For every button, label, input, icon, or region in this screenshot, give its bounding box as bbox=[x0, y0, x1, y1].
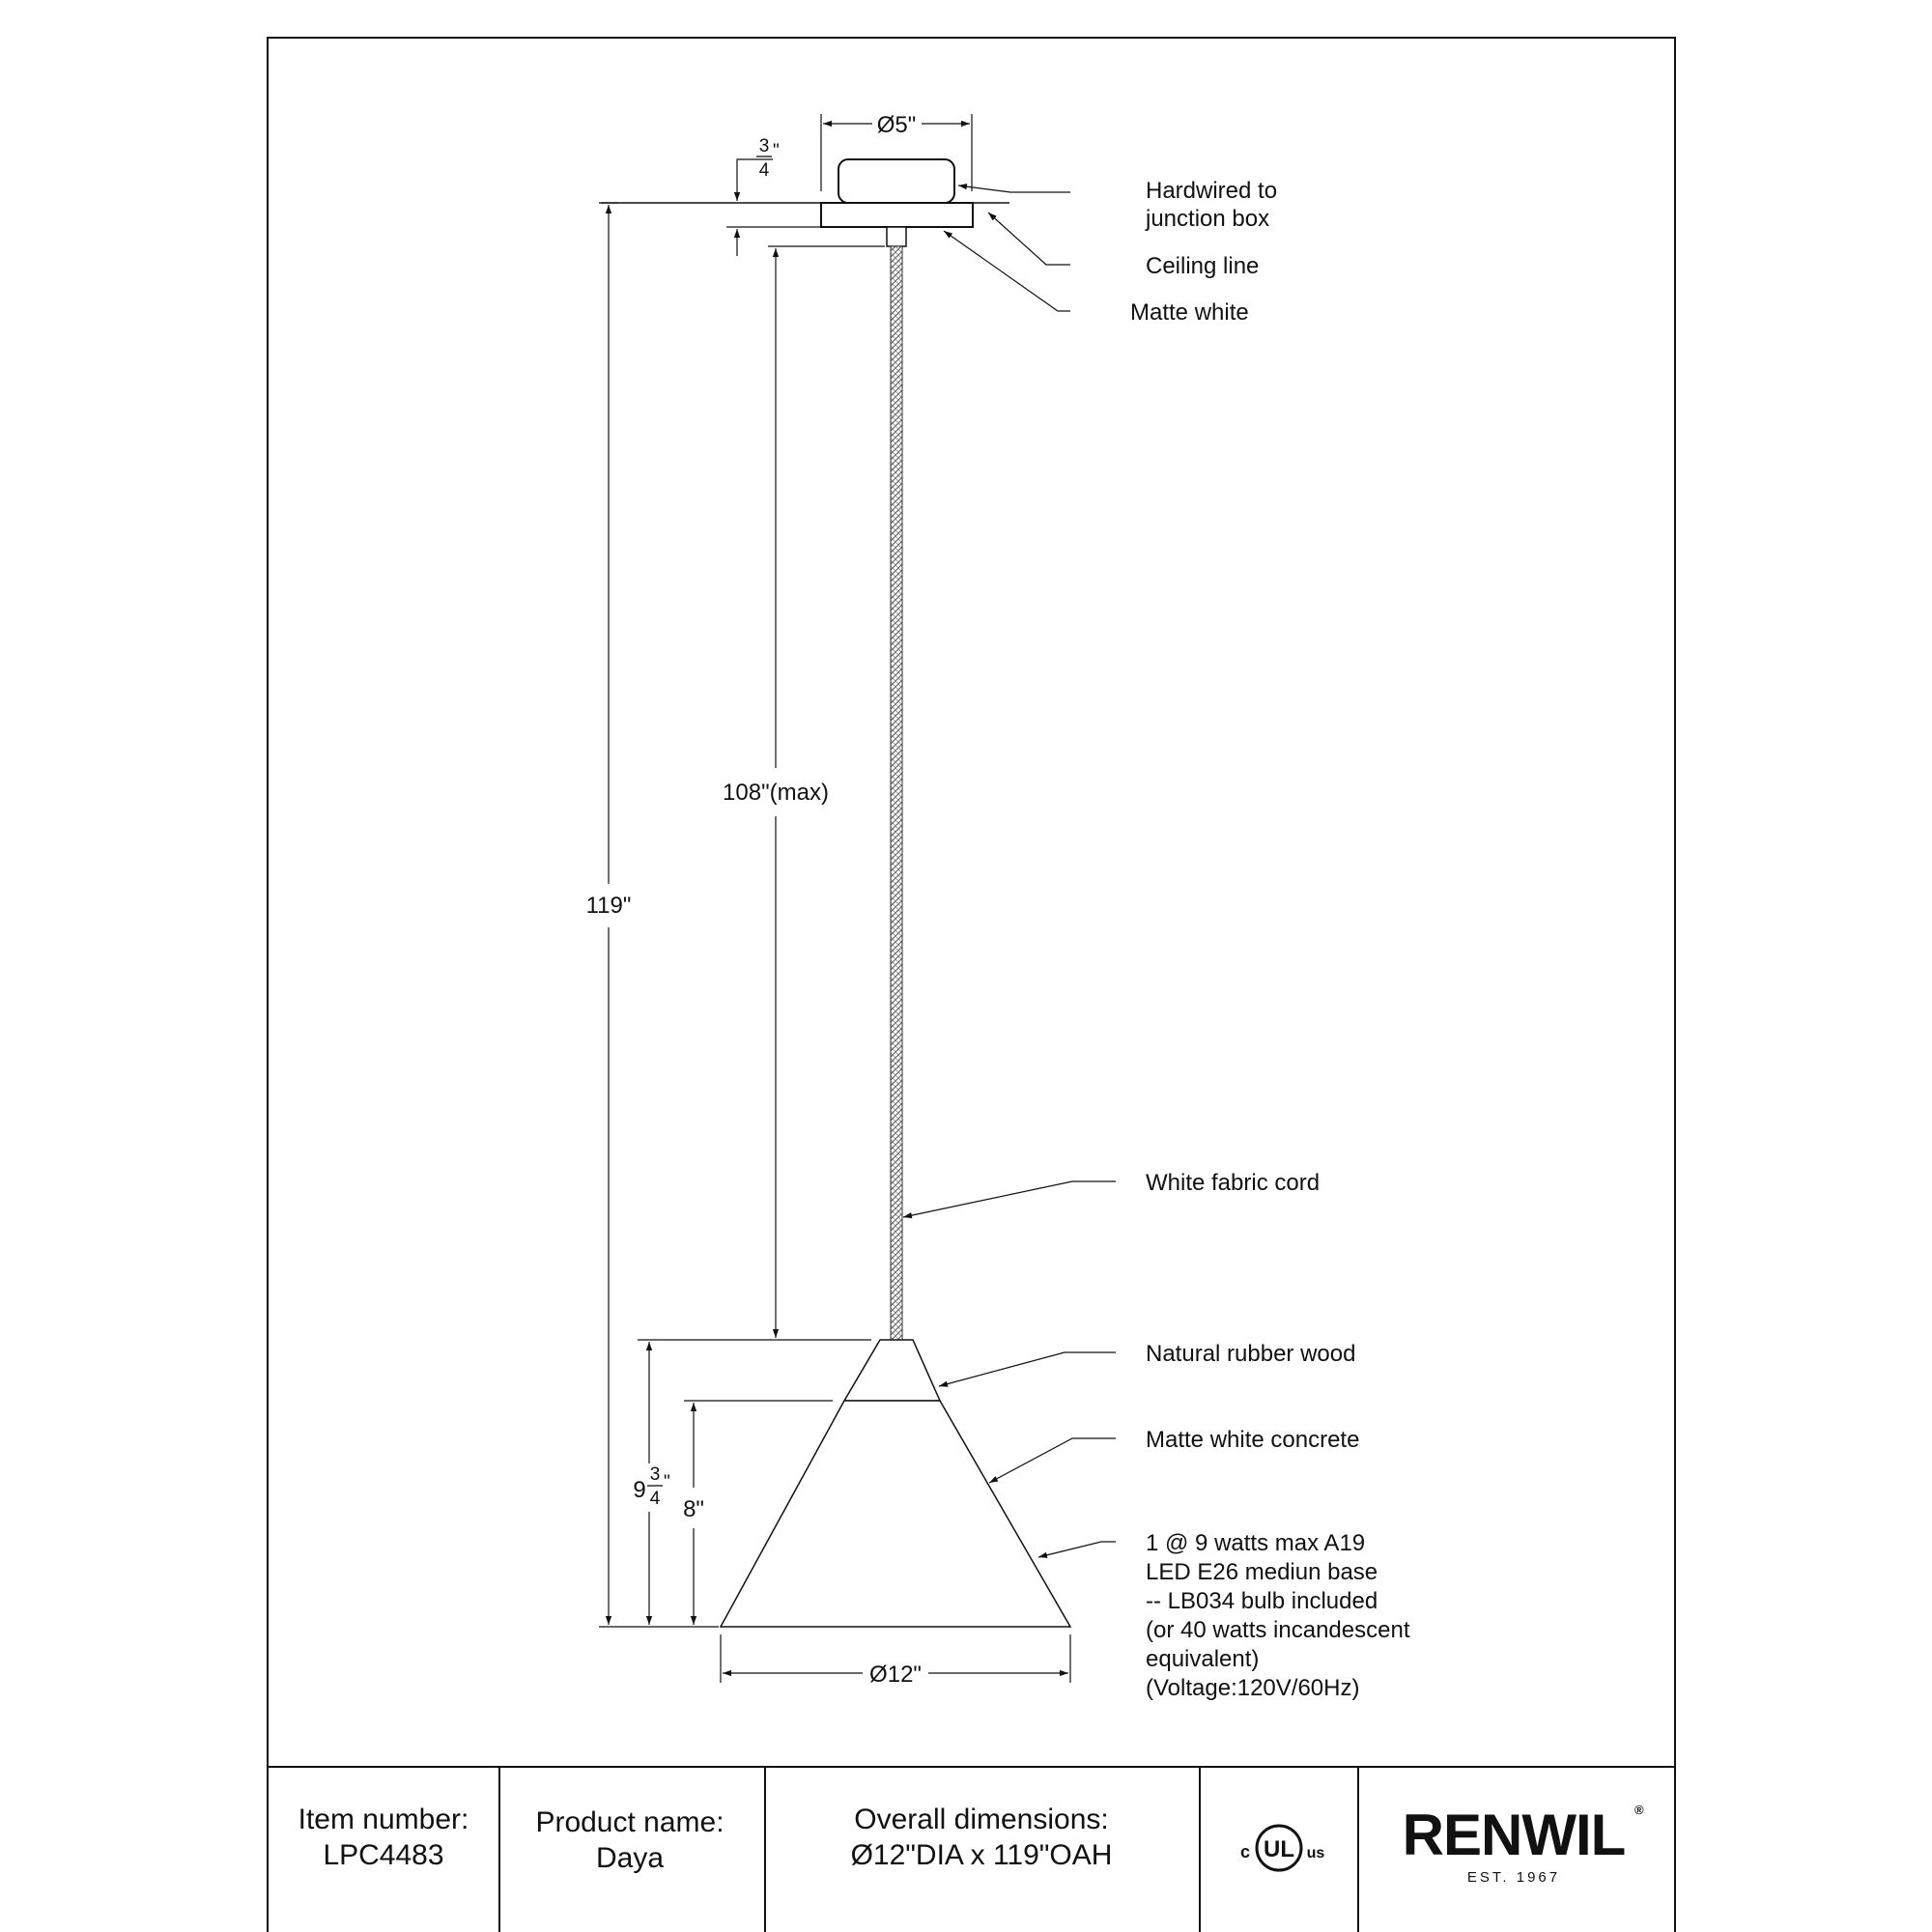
overall-dimensions-value: Ø12"DIA x 119"OAH bbox=[850, 1839, 1113, 1871]
dim-shade-unit: " bbox=[664, 1472, 670, 1492]
callout-bulb-2: LED E26 mediun base bbox=[1146, 1559, 1378, 1585]
fixture-drawing bbox=[601, 159, 1070, 1627]
junction-box bbox=[838, 159, 954, 203]
overall-dimensions-label: Overall dimensions: bbox=[854, 1804, 1109, 1835]
dim-concrete-height: 8" bbox=[683, 1496, 704, 1522]
sheet-border bbox=[268, 38, 1675, 1932]
dim-overall-height: 119" bbox=[585, 893, 632, 919]
dim-canopy-unit: " bbox=[773, 141, 780, 161]
callout-bulb-3: -- LB034 bulb included bbox=[1146, 1588, 1378, 1614]
dim-cord-length: 108"(max) bbox=[723, 780, 829, 806]
callout-cord: White fabric cord bbox=[1146, 1170, 1321, 1196]
svg-text:®: ® bbox=[1634, 1803, 1644, 1817]
callout-bulb-6: (Voltage:120V/60Hz) bbox=[1146, 1675, 1360, 1701]
dim-shade-diameter: Ø12" bbox=[869, 1662, 922, 1688]
svg-text:UL: UL bbox=[1264, 1836, 1294, 1862]
dim-canopy-frac-num: 3 bbox=[758, 136, 770, 156]
product-name-value: Daya bbox=[595, 1842, 665, 1874]
callout-bulb-1: 1 @ 9 watts max A19 bbox=[1146, 1530, 1366, 1556]
callout-concrete: Matte white concrete bbox=[1146, 1427, 1360, 1453]
wood-cap bbox=[844, 1340, 940, 1401]
svg-text:c: c bbox=[1239, 1842, 1251, 1861]
dim-shade-frac-den: 4 bbox=[649, 1489, 661, 1509]
svg-text:RENWIL: RENWIL bbox=[1402, 1803, 1626, 1867]
callout-ceiling-line: Ceiling line bbox=[1146, 253, 1260, 279]
callout-canopy-finish: Matte white bbox=[1130, 299, 1249, 326]
item-number-label: Item number: bbox=[298, 1804, 469, 1835]
callout-bulb-4: (or 40 watts incandescent bbox=[1146, 1617, 1410, 1643]
ul-certification-mark bbox=[1240, 1826, 1324, 1870]
callout-hardwired-1: Hardwired to bbox=[1146, 178, 1278, 204]
dim-shade-height-whole: 9 bbox=[633, 1477, 646, 1503]
callout-bulb-5: equivalent) bbox=[1146, 1646, 1260, 1672]
concrete-shade bbox=[721, 1401, 1070, 1627]
fabric-cord bbox=[891, 246, 902, 1340]
product-name-label: Product name: bbox=[535, 1806, 724, 1838]
svg-text:us: us bbox=[1306, 1845, 1325, 1861]
svg-text:EST. 1967: EST. 1967 bbox=[1466, 1869, 1561, 1886]
dim-shade-frac-num: 3 bbox=[649, 1464, 661, 1485]
dim-canopy-diameter: Ø5" bbox=[876, 112, 917, 138]
callout-leaders bbox=[903, 185, 1116, 1557]
callout-wood: Natural rubber wood bbox=[1146, 1341, 1356, 1367]
item-number-value: LPC4483 bbox=[323, 1839, 444, 1871]
callout-hardwired-2: junction box bbox=[1146, 206, 1270, 232]
renwil-logo bbox=[1403, 1803, 1644, 1886]
canopy bbox=[821, 203, 973, 227]
cord-grip bbox=[887, 227, 906, 246]
dim-canopy-frac-den: 4 bbox=[758, 160, 770, 181]
